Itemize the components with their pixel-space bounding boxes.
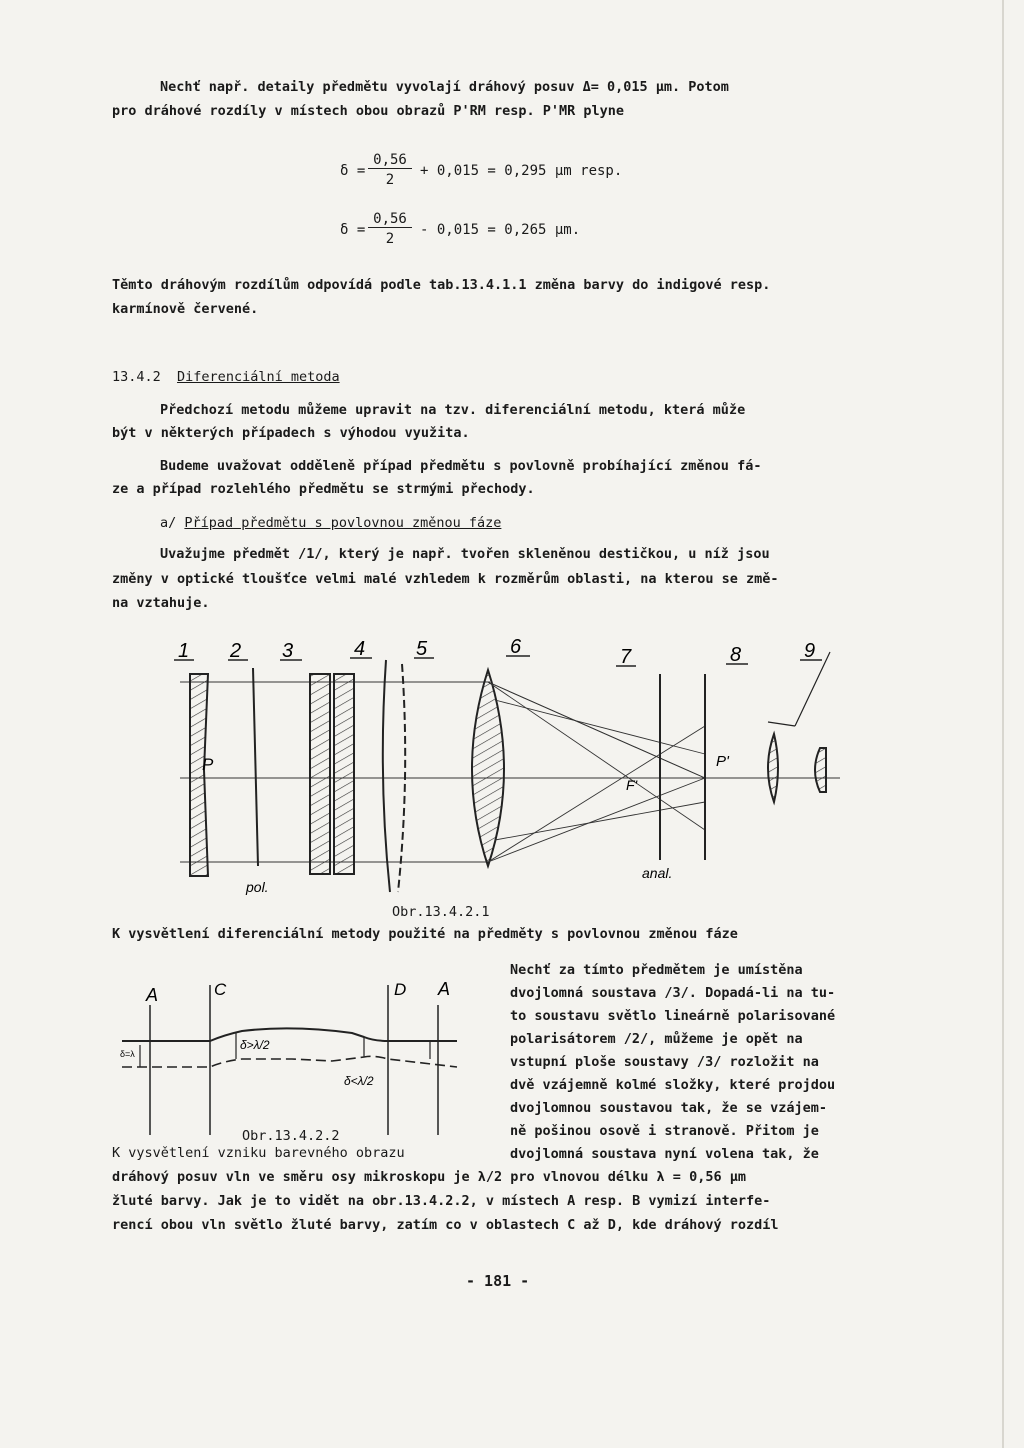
- label-D: D: [394, 980, 407, 999]
- subsection-title: Případ předmětu s povlovnou změnou fáze: [184, 515, 502, 531]
- label-thickness-left: δ=λ: [120, 1049, 135, 1059]
- label-4: 4: [354, 638, 366, 660]
- label-delta-gt: δ>λ/2: [240, 1038, 270, 1052]
- label-C: C: [214, 980, 227, 999]
- eq2-lhs: δ =: [340, 222, 366, 238]
- bottom-line-3: žluté barvy. Jak je to vidět na obr.13.4.2.2, v místech A resp. B vymizí interfe-: [112, 1193, 771, 1209]
- eyepiece-lens-a: [768, 734, 778, 802]
- ray-6: [488, 682, 705, 830]
- object-plate-1: [190, 674, 208, 876]
- right-column-line-3: to soustavu světlo lineárně polarisované: [510, 1008, 836, 1024]
- para1-line-1: Těmto dráhovým rozdílům odpovídá podle tab.13.4.1.1 změna barvy do indigové resp.: [112, 277, 771, 293]
- right-column-line-7: dvojlomnou soustavou tak, že se vzájem-: [510, 1100, 827, 1116]
- birefringent-plate-b: [334, 674, 354, 874]
- para2-line-1: Předchozí metodu můžeme upravit na tzv. diferenciální metodu, která může: [160, 402, 746, 418]
- subsection-heading: [160, 514, 501, 532]
- bottom-line-4: rencí obou vln světlo žluté barvy, zatím co v oblastech C až D, kde dráhový rozdíl: [112, 1217, 779, 1233]
- label-7: 7: [620, 646, 632, 668]
- label-8: 8: [730, 644, 742, 666]
- section-heading: [112, 368, 340, 386]
- intro-line-2: pro dráhové rozdíly v místech obou obrazů P'RM resp. P'MR plyne: [112, 103, 625, 119]
- figure-2-path-diagram: [112, 975, 472, 1135]
- right-column-line-5: vstupní ploše soustavy /3/ rozložit na: [510, 1054, 819, 1070]
- bottom-line-2: dráhový posuv vln ve směru osy mikroskopu je λ/2 pro vlnovou délku λ = 0,56 μm: [112, 1169, 746, 1185]
- figure-1-caption-number: Obr.13.4.2.1: [392, 904, 490, 920]
- label-A-right: A: [438, 979, 451, 999]
- para1-line-2: karmínově červené.: [112, 301, 259, 317]
- label-pol: pol.: [246, 879, 269, 895]
- right-column-line-2: dvojlomná soustava /3/. Dopadá-li na tu-: [510, 985, 836, 1001]
- figure-2-caption-text: K vysvětlení vzniku barevného obrazu: [112, 1145, 405, 1161]
- eq1-denominator: 2: [385, 172, 395, 188]
- label-5: 5: [416, 638, 428, 660]
- page-number: - 181 -: [466, 1272, 530, 1290]
- label-point-P-prime: P': [716, 753, 729, 770]
- label-delta-lt: δ<λ/2: [344, 1074, 374, 1088]
- subsection-prefix: a/: [160, 515, 177, 531]
- label-9: 9: [804, 640, 816, 662]
- label-focus-F-prime: F': [626, 777, 638, 793]
- figure-1-caption-text: K vysvětlení diferenciální metody použité na předměty s povlovnou změnou fáze: [112, 926, 738, 942]
- right-column-line-4: polarisátorem /2/, můžeme je opět na: [510, 1031, 803, 1047]
- eyepiece-lens-b: [815, 748, 826, 792]
- ray-7: [488, 726, 705, 862]
- label-2: 2: [230, 640, 242, 662]
- lower-profile: [122, 1056, 457, 1067]
- para4-line-2: změny v optické tloušťce velmi malé vzhledem k rozměrům oblasti, na kterou se změ-: [112, 571, 779, 587]
- right-column-line-1: Nechť za tímto předmětem je umístěna: [510, 962, 803, 978]
- lens-6: [472, 670, 504, 866]
- label-anal: anal.: [642, 865, 673, 881]
- eq1-numerator: 0,56: [368, 152, 412, 169]
- section-title: Diferenciální metoda: [177, 369, 340, 385]
- ray-3: [488, 682, 705, 778]
- figure-1-optical-diagram: [150, 630, 850, 900]
- eq2-rhs: - 0,015 = 0,265 μm.: [420, 222, 581, 238]
- eq2-numerator: 0,56: [368, 211, 412, 228]
- para3-line-1: Budeme uvažovat odděleně případ předmětu s povlovně probíhající změnou fá-: [160, 458, 762, 474]
- eq1-rhs: + 0,015 = 0,295 μm resp.: [420, 163, 623, 179]
- label-6: 6: [510, 636, 522, 658]
- eq1-lhs: δ =: [340, 163, 366, 179]
- page-edge: [1002, 0, 1004, 1448]
- upper-profile: [122, 1028, 457, 1041]
- para4-line-3: na vztahuje.: [112, 595, 210, 611]
- label-A-left: A: [146, 985, 159, 1005]
- figure-2-caption-number: Obr.13.4.2.2: [242, 1128, 340, 1144]
- para4-line-1: Uvažujme předmět /1/, který je např. tvořen skleněnou destičkou, u níž jsou: [160, 546, 770, 562]
- label-1: 1: [178, 640, 190, 662]
- ray-5: [495, 802, 705, 840]
- ray-2: [488, 778, 705, 862]
- polarizer-2: [253, 668, 258, 866]
- section-number: 13.4.2: [112, 369, 161, 385]
- label-3: 3: [282, 640, 294, 662]
- eq2-denominator: 2: [385, 231, 395, 247]
- para2-line-2: být v některých případech s výhodou využita.: [112, 425, 470, 441]
- eyepiece-leader: [768, 652, 830, 726]
- label-point-P: P: [202, 755, 214, 774]
- element-4: [383, 660, 390, 892]
- right-column-line-6: dvě vzájemně kolmé složky, které projdou: [510, 1077, 836, 1093]
- birefringent-plate-a: [310, 674, 330, 874]
- intro-line-1: Nechť např. detaily předmětu vyvolají dráhový posuv Δ= 0,015 μm. Potom: [160, 79, 729, 95]
- bottom-line-1: dvojlomná soustava nyní volena tak, že: [510, 1146, 819, 1162]
- right-column-line-8: ně pošinou osově i stranově. Přitom je: [510, 1123, 819, 1139]
- para3-line-2: ze a případ rozlehlého předmětu se strmými přechody.: [112, 481, 535, 497]
